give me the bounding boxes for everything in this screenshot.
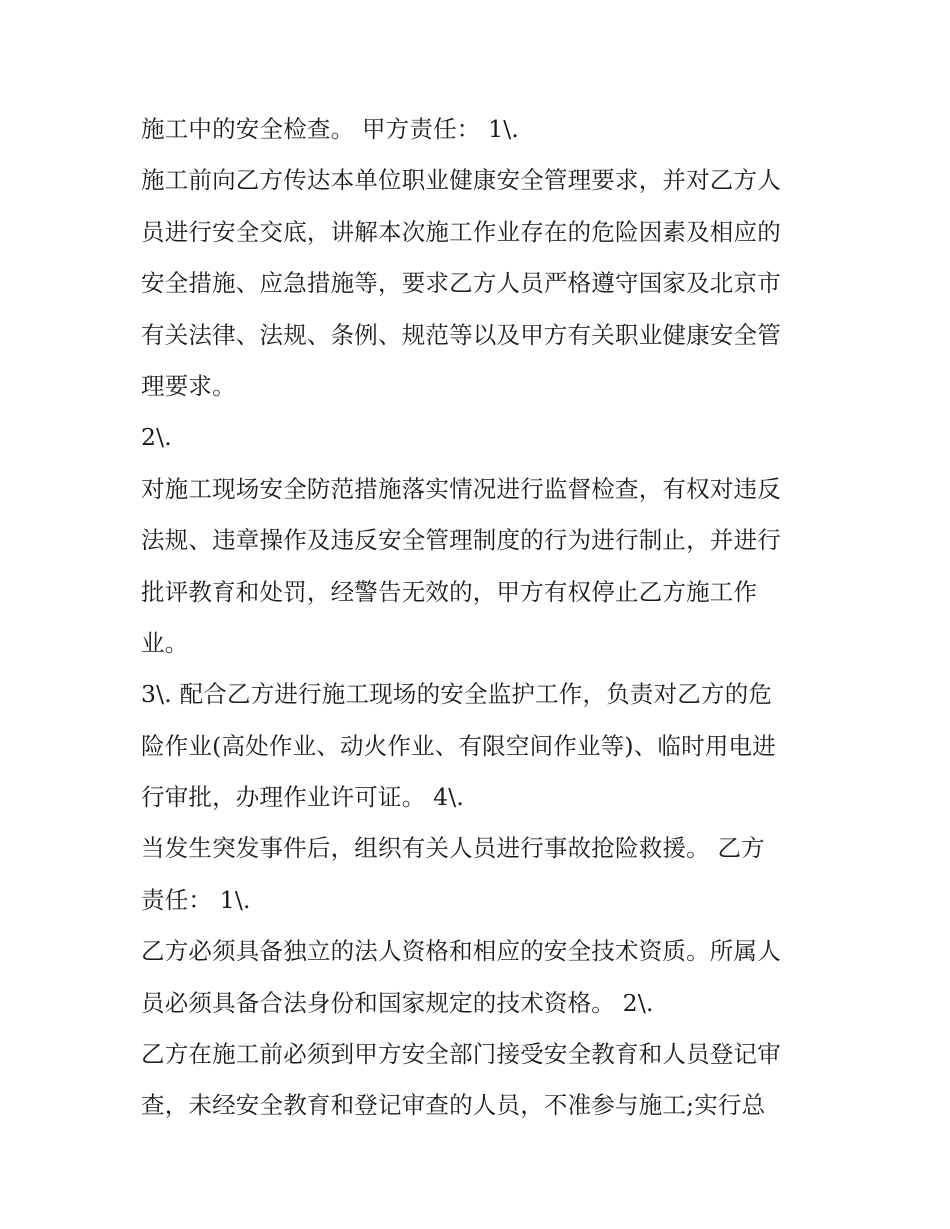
text-line: 2\.	[141, 423, 172, 452]
text-line: 法规、违章操作及违反安全管理制度的行为进行制止，并进行	[141, 526, 781, 555]
text-line: 责任： 1\.	[141, 885, 251, 914]
text-line: 批评教育和处罚，经警告无效的，甲方有权停止乙方施工作	[141, 577, 758, 606]
text-line: 业。	[141, 628, 189, 657]
document-body	[141, 104, 821, 1132]
text-line: 员进行安全交底，讲解本次施工作业存在的危险因素及相应的	[141, 217, 781, 246]
text-line: 有关法律、法规、条例、规范等以及甲方有关职业健康安全管	[141, 320, 781, 349]
text-line: 3\. 配合乙方进行施工现场的安全监护工作，负责对乙方的危	[141, 680, 773, 709]
text-line: 对施工现场安全防范措施落实情况进行监督检查，有权对违反	[141, 474, 781, 503]
text-line: 安全措施、应急措施等，要求乙方人员严格遵守国家及北京市	[141, 269, 781, 298]
text-line: 理要求。	[141, 371, 236, 400]
text-line: 行审批，办理作业许可证。 4\.	[141, 783, 465, 812]
text-line: 乙方必须具备独立的法人资格和相应的安全技术资质。所属人	[141, 937, 781, 966]
text-line: 当发生突发事件后，组织有关人员进行事故抢险救援。 乙方	[141, 834, 765, 863]
text-line: 员必须具备合法身份和国家规定的技术资格。 2\.	[141, 988, 654, 1017]
text-line: 施工中的安全检查。 甲方责任： 1\.	[141, 115, 520, 143]
text-line: 险作业(高处作业、动火作业、有限空间作业等)、临时用电进	[141, 731, 776, 760]
text-line: 施工前向乙方传达本单位职业健康安全管理要求，并对乙方人	[141, 166, 781, 195]
text-line: 乙方在施工前必须到甲方安全部门接受安全教育和人员登记审	[141, 1040, 781, 1069]
text-line: 查，未经安全教育和登记审查的人员，不准参与施工;实行总	[141, 1091, 766, 1120]
